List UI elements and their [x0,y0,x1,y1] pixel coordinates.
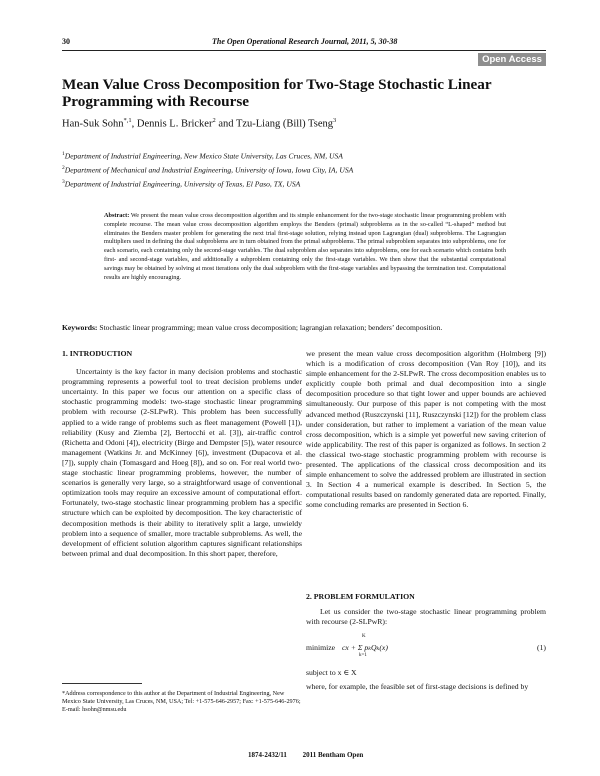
page-number: 30 [62,37,70,46]
constraint-line: subject to x ∈ X [306,668,357,677]
abstract-text: We present the mean value cross decomposition algorithm and its simple enhancement for the two-stage stochastic linear programming problem with complete recourse. The mean value cross decomposition algorithm employs the Benders (primal) subproblems as in the so-called “L-shaped” method but eliminates the Benders master problem for generating the next trial first-stage solution, relying instead upon Lagrangian (dual) subproblems. The Lagrangian multipliers used in defining the dual subproblems are in turn obtained from the primal subproblems. The primal subproblem separates into subproblems, one for each scenario, each containing only the second-stage variables. The dual subproblem also separates into subproblems, one for each scenario which contains both first- and second-stage variables, and additionally a subproblem containing only the first-stage variables. We then show that the substantial computational savings may be obtained by solving at most iterations only the dual subproblem with the first-stage variables and bypassing the termination test. Computational results are highly encouraging. [104,212,506,281]
correspondence-footnote: *Address correspondence to this author at the Department of Industrial Engineering, New Mexico State University, Las Cruces, NM, USA; Tel: +1-575-646-2957; Fax: +1-575-646-2976; E-mail: hsohn@nmsu.edu [62,690,301,713]
open-access-badge: Open Access [478,53,546,66]
author-2: Dennis L. Bricker [136,118,213,130]
intro-continued-paragraph: we present the mean value cross decomposition algorithm (Holmberg [9]) which is a modification of cross decomposition (Van Roy [10]), and its simple enhancement for the 2-SLPwR. The cross decomposition enables us to explicitly couple both primal and dual decomposition into a single decomposition procedure so that tight lower and upper bounds are achieved simultaneously. Our purpose of this paper is not competing with the most advanced method (Ruszczynski [11], Ruszczynski [12]) for the problem class under consideration, but rather to implement a variation of the mean value cross decomposition, which is a simple yet powerful new saving criterion of wide applicability. The rest of this paper is organized as follows. In section 2 the classical two-stage stochastic programming problem with recourse is presented. The applications of the classical cross decomposition and its simple enhancement to solve the addressed problem are illustrated in section 3. In Section 4 a numerical example is described. In Section 5, the computational results based on randomly generated data are reported. Finally, some concluding remarks are presented in Section 6. [306,349,546,510]
affiliation-3: $^3$Department of Industrial Engineering, University of Texas, El Paso, TX, USA [62,179,301,189]
intro-paragraph: Uncertainty is the key factor in many decision problems and stochastic programming represents a powerful tool to treat decision problems under uncertainty. In this paper we focus our attention on a specific class of stochastic programming models: two-stage stochastic linear programming problem with recourse (2-SLPwR). This problem has been successfully applied to a wide range of problems such as fleet management (Powell [1]), reliability (Kusy and Ziemba [2], Bertocchi et al. [3]), air-traffic control (Richetta and Odoni [4]), electricity (Birge and Dempster [5]), water resource management (Watkins Jr. and McKinney [6]), investment (Dupacova et al. [7]), supply chain (Tomasgard and Hoeg [8]), and so on. For real world two-stage stochastic linear programming problems, however, the number of scenarios is generally very large, so a straightforward usage of conventional optimization tools may require an excessive amount of computational effort. Fortunately, two-stage stochastic linear programming problem has a specific structure which can be exploited by decomposition. The key characteristic of decomposition methods is their ability to iteratively split a large, unwieldy problem into a sequence of smaller, more tractable subproblems. As well, the development of efficient solution algorithm captures significant relationships between primal and dual decomposition. In this short paper, therefore, [62,367,302,558]
affiliations [62,151,546,193]
affiliation-1: $^1$Department of Industrial Engineering, New Mexico State University, Las Cruces, NM, USA [62,151,343,161]
section-1-heading: 1. INTRODUCTION [62,349,133,358]
equation-1: minimize cx + Σ pₖQₖ(x) K k=1 (1) [306,634,546,658]
header-rule [62,50,546,51]
publisher: 2011 Bentham Open [302,751,364,759]
author-1: Han-Suk Sohn [62,118,124,130]
issn: 1874-2432/11 [248,751,287,759]
author-3: Tzu-Liang (Bill) Tseng [235,118,333,130]
keywords-label: Keywords: [62,323,98,332]
equation-number: (1) [537,643,546,652]
author-2-sup: 2 [212,117,216,124]
abstract-label: Abstract: [104,212,130,219]
journal-citation: The Open Operational Research Journal, 2011, 5, 30-38 [212,37,398,46]
affiliation-2: $^2$Department of Mechanical and Industrial Engineering, University of Iowa, Iowa City, IA, USA [62,165,354,175]
author-1-sup: *,1 [123,117,132,124]
author-3-sup: 3 [333,117,337,124]
keywords-text: Stochastic linear programming; mean value cross decomposition; lagrangian relaxation; benders’ decomposition. [99,323,443,332]
paper-title: Mean Value Cross Decomposition for Two-Stage Stochastic Linear Programming with Recourse [62,76,492,110]
section-2-heading: 2. PROBLEM FORMULATION [306,592,415,601]
where-paragraph: where, for example, the feasible set of first-stage decisions is defined by [306,682,529,691]
page-footer [248,751,448,759]
left-column [62,349,302,559]
equation-label: minimize [306,643,336,652]
author-list: Han-Suk Sohn$^{*,1}$, Dennis L. Bricker$^2$ and Tzu-Liang (Bill) Tseng$^3$ [62,117,337,130]
abstract [104,212,506,282]
keywords [62,323,546,332]
right-column [306,349,546,511]
running-header [62,37,546,49]
footnote-rule [62,683,142,684]
formulation-paragraph: Let us consider the two-stage stochastic linear programming problem with recourse (2-SLPwR): [306,607,546,627]
